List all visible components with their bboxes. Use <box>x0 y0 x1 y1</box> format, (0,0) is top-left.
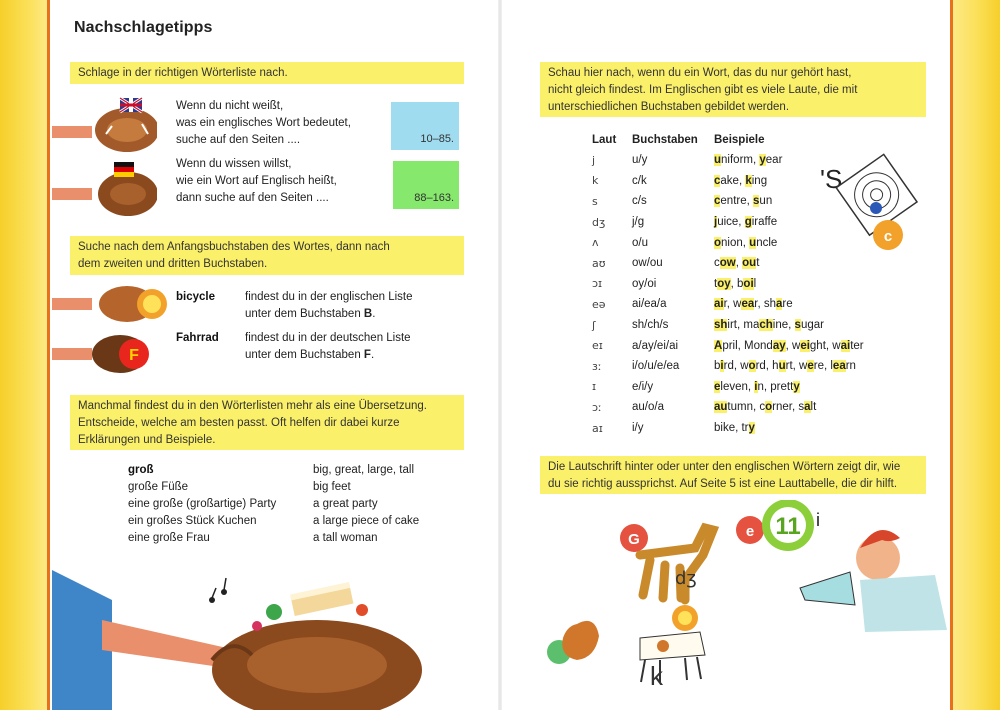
example-text: irt, ma <box>727 319 760 332</box>
example-text: ght, w <box>809 339 841 352</box>
sound-letters: i/o/u/e/ea <box>632 360 680 373</box>
sound-examples <box>714 335 914 356</box>
en-lookup-text: Wenn du nicht weißt, was ein englisches Wort bedeutet, suche auf den Seiten .... <box>176 100 351 146</box>
sound-letters: ow/ou <box>632 257 663 270</box>
example-word-bicycle: bicycle <box>176 291 215 303</box>
highlighted-letters: c <box>714 195 721 208</box>
example-text: , w <box>785 339 801 352</box>
example-text: ear <box>765 154 783 167</box>
sound-table-row <box>592 274 914 295</box>
highlighted-letters: sh <box>714 319 728 332</box>
sound-examples <box>714 356 914 377</box>
highlighted-letters: oi <box>743 277 754 290</box>
sound-symbol: ʃ <box>592 318 596 332</box>
highlighted-letters: a <box>804 401 811 414</box>
bottom-right-illustrations <box>535 500 947 710</box>
sound-symbol: ɜː <box>592 359 602 373</box>
header-buchstaben: Buchstaben <box>632 134 698 146</box>
badge-11-number: 11 <box>775 513 801 540</box>
highlighted-letters: y <box>793 380 800 393</box>
sound-table-row <box>592 356 914 377</box>
sound-letters: u/y <box>632 154 648 167</box>
giraffe-label: dʒ <box>675 568 697 589</box>
sound-symbol: ɔː <box>592 400 602 414</box>
letter-i: i <box>816 510 820 530</box>
example-text: tumn, c <box>727 401 766 414</box>
example-text: ugar <box>800 319 824 332</box>
example-text: un <box>759 195 773 208</box>
sound-table-row <box>592 418 914 439</box>
sound-examples <box>714 274 914 295</box>
fist-f-illustration <box>52 330 162 380</box>
tip-box-2: Suche nach dem Anfangsbuchstaben des Wortes, dann nach dem zweiten und dritten Buchstaben. <box>70 236 464 275</box>
en-pages-tab: 10–85. <box>391 102 459 150</box>
tip-box-3: Manchmal findest du in den Wörterlisten mehr als eine Übersetzung. Entscheide, welche am besten passt. Oft helfen dir dabei kurze Erklärungen und Beispiele. <box>70 395 464 450</box>
sound-symbol: ɪ <box>592 380 597 394</box>
example-text: leven, <box>720 380 755 393</box>
badge-e-letter: e <box>745 523 755 540</box>
sound-letters: a/ay/ei/ai <box>632 339 679 352</box>
example-text: r, sh <box>754 298 777 311</box>
de-pages-tab: 88–163. <box>393 161 459 209</box>
sound-examples <box>714 253 914 274</box>
highlighted-letters: i <box>754 380 758 393</box>
example-text: iraffe <box>751 216 778 229</box>
sound-letters: au/o/a <box>632 401 664 414</box>
highlighted-letters: k <box>745 174 752 187</box>
example-text: , b <box>730 277 744 290</box>
highlighted-letters: oy <box>717 277 731 290</box>
sound-symbol: ɔɪ <box>592 277 603 291</box>
example-text: n, prett <box>757 380 794 393</box>
example-text: rner, s <box>772 401 805 414</box>
highlighted-letters: o <box>714 236 722 249</box>
example-text: pril, Mond <box>722 339 773 352</box>
highlighted-letters: u <box>714 154 722 167</box>
sound-letters: e/i/y <box>632 380 654 393</box>
highlighted-letters: u <box>778 360 786 373</box>
example-text: l <box>753 277 757 290</box>
example-text: ake, <box>720 174 746 187</box>
example-text: rd, w <box>723 360 749 373</box>
highlighted-letters: o <box>748 360 756 373</box>
example-text: re, l <box>813 360 833 373</box>
sound-symbol: eə <box>592 297 606 311</box>
gross-english-column: big, great, large, tall big feet a great party a large piece of cake a tall woman <box>313 464 420 544</box>
example-text: lt <box>810 401 817 414</box>
sound-symbol: s <box>592 194 598 208</box>
sound-table-header <box>592 130 914 150</box>
sound-table-row <box>592 294 914 315</box>
sound-symbol: aʊ <box>592 256 606 270</box>
highlighted-letters: ea <box>741 298 755 311</box>
example-text: r, w <box>723 298 742 311</box>
highlighted-letters: au <box>714 401 728 414</box>
example-text: ine, <box>772 319 795 332</box>
target-label: 'S <box>820 164 843 194</box>
sound-table-row <box>592 377 914 398</box>
highlighted-letters: s <box>753 195 760 208</box>
fist-de-illustration <box>52 160 157 220</box>
sound-examples <box>714 315 914 336</box>
badge-f-letter: F <box>129 347 139 364</box>
example-text: t <box>714 277 718 290</box>
left-edge-line <box>47 0 50 710</box>
example-text: c <box>714 257 720 270</box>
example-text: nion, <box>721 236 750 249</box>
sound-symbol: eɪ <box>592 339 603 353</box>
example-text: , <box>735 257 743 270</box>
sound-table-row <box>592 397 914 418</box>
tip-box-1: Schlage in der richtigen Wörterliste nach. <box>70 62 464 84</box>
sound-symbol: ʌ <box>592 236 599 250</box>
highlighted-letters: y <box>748 422 755 435</box>
highlighted-letters: o <box>765 401 773 414</box>
highlighted-letters: ei <box>800 339 810 352</box>
example-text: re <box>782 298 793 311</box>
highlighted-letters: ai <box>714 298 724 311</box>
example-text: bike, tr <box>714 422 749 435</box>
gross-german-column: groß große Füße eine große (großartige) Party ein großes Stück Kuchen eine große Frau <box>128 464 277 544</box>
example-text: entre, <box>720 195 754 208</box>
book-gutter <box>498 0 502 710</box>
header-laut: Laut <box>592 134 617 146</box>
fist-uk-illustration <box>52 96 157 156</box>
badge-g-letter: G <box>628 531 640 548</box>
highlighted-letters: e <box>714 380 721 393</box>
sound-letters: sh/ch/s <box>632 319 669 332</box>
highlighted-letters: y <box>759 154 766 167</box>
highlighted-letters: ay <box>772 339 786 352</box>
example-text: b <box>714 360 721 373</box>
highlighted-letters: c <box>714 174 721 187</box>
example-text: rn <box>845 360 856 373</box>
example-text: uice, <box>717 216 745 229</box>
example-text: ter <box>850 339 864 352</box>
highlighted-letters: ch <box>759 319 773 332</box>
example-bicycle-text: findest du in der englischen Liste unter dem Buchstaben B. <box>245 291 413 320</box>
sound-examples <box>714 397 914 418</box>
header-beispiele: Beispiele <box>714 134 765 146</box>
de-lookup-text: Wenn du wissen willst, wie ein Wort auf Englisch heißt, dann suche auf den Seiten .... <box>176 158 337 204</box>
highlighted-letters: j <box>714 216 718 229</box>
badge-c-letter: c <box>883 228 893 245</box>
sound-symbol: j <box>592 153 596 167</box>
highlighted-letters: ea <box>832 360 846 373</box>
highlighted-letters: i <box>720 360 724 373</box>
example-text: ing <box>751 174 768 187</box>
example-text: niform, <box>721 154 760 167</box>
example-fahrrad-text: findest du in der deutschen Liste unter dem Buchstaben F. <box>245 332 411 361</box>
example-text: ncle <box>756 236 778 249</box>
sound-symbol: k <box>592 174 599 188</box>
highlighted-letters: a <box>776 298 783 311</box>
big-fist-smash-illustration <box>52 560 432 710</box>
sound-letters: c/k <box>632 174 647 187</box>
sound-table-row <box>592 335 914 356</box>
target-illustration <box>818 150 918 252</box>
example-text: rt, w <box>785 360 808 373</box>
highlighted-letters: ow <box>719 257 736 270</box>
sound-letters: c/s <box>632 195 647 208</box>
right-tip-box-1: Schau hier nach, wenn du ein Wort, das du nur gehört hast, nicht gleich findest. Im Englischen gibt es viele Laute, die mit unterschiedlichen Buchstaben gebildet werden. <box>540 62 926 117</box>
sound-letters: o/u <box>632 236 648 249</box>
sound-letters: ai/ea/a <box>632 298 667 311</box>
highlighted-letters: g <box>744 216 752 229</box>
page-title: Nachschlagetipps <box>74 19 213 36</box>
sound-examples <box>714 294 914 315</box>
example-text: t <box>756 257 760 270</box>
highlighted-letters: s <box>794 319 801 332</box>
highlighted-letters: e <box>807 360 814 373</box>
sound-examples <box>714 418 914 439</box>
letter-k: k <box>650 661 663 691</box>
sound-letters: i/y <box>632 422 644 435</box>
fist-b-illustration <box>52 282 172 328</box>
example-text: rd, h <box>755 360 779 373</box>
sound-symbol: dʒ <box>592 215 606 229</box>
sound-symbol: aɪ <box>592 421 603 435</box>
right-edge-line <box>950 0 953 710</box>
sound-table-row <box>592 315 914 336</box>
right-tip-box-2: Die Lautschrift hinter oder unter den englischen Wörtern zeigt dir, wie du sie richtig aussprichst. Auf Seite 5 ist eine Lauttabelle, die dir hilft. <box>540 456 926 494</box>
highlighted-letters: ai <box>840 339 851 352</box>
example-word-fahrrad: Fahrrad <box>176 332 219 344</box>
sound-letters: j/g <box>632 216 645 229</box>
sound-letters: oy/oi <box>632 277 657 290</box>
highlighted-letters: u <box>749 236 757 249</box>
highlighted-letters: A <box>714 339 723 352</box>
sound-table-row <box>592 253 914 274</box>
highlighted-letters: ou <box>742 257 757 270</box>
sound-examples <box>714 377 914 398</box>
